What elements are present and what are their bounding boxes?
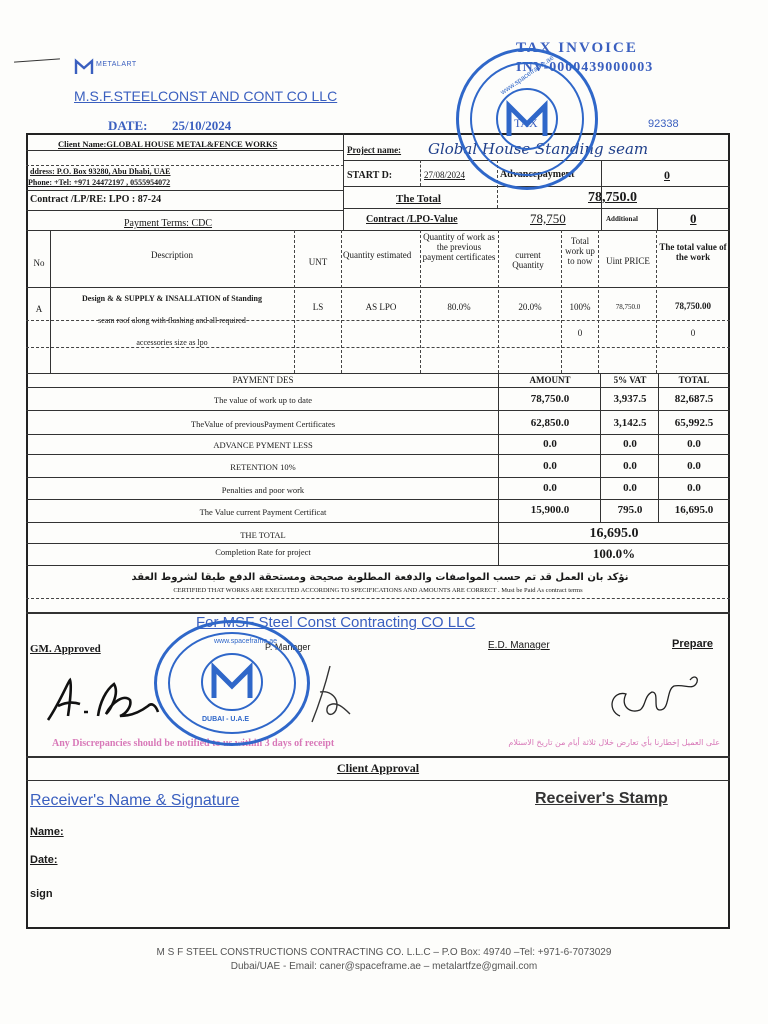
pay-row-4-total: 0.0 xyxy=(687,460,701,472)
company-stamp-bottom xyxy=(154,620,310,746)
row-a-no: A xyxy=(35,304,43,314)
contract-ref: Contract /LP/RE: LPO : 87-24 xyxy=(30,194,162,205)
date-label-receiver: Date: xyxy=(30,854,58,866)
row-a-qty-estimated: AS LPO xyxy=(365,302,397,312)
pay-row-2-total: 65,992.5 xyxy=(674,417,714,429)
pay-row-4-label: RETENTION 10% xyxy=(230,462,296,472)
invoice-number: INV-0000439000003 xyxy=(516,60,654,75)
gm-signature xyxy=(40,672,170,732)
the-total-label: THE TOTAL xyxy=(240,530,286,540)
discrepancy-english: Any Discrepancies should be notified to us within 3 days of receipt xyxy=(52,738,335,749)
advance-value: 0 xyxy=(664,168,670,182)
col-current-qty: current Quantity xyxy=(512,250,544,270)
completion-value: 100.0% xyxy=(592,546,636,561)
col-vat: 5% VAT xyxy=(613,375,647,385)
english-certification: CERTIFIED THAT WORKS ARE EXECUTED ACCORDING TO SPECIFICATIONS AND AMOUNTS ARE CORRECT . Must be Paid As contract terms xyxy=(173,587,583,594)
pay-row-5-total: 0.0 xyxy=(687,482,701,494)
start-label: START D: xyxy=(347,170,393,181)
completion-label: Completion Rate for project xyxy=(215,547,311,557)
date-value: 25/10/2024 xyxy=(172,118,232,133)
pay-row-2-vat: 3,142.5 xyxy=(613,417,647,429)
stamp-website-2: www.spaceframe.ae xyxy=(214,638,278,645)
col-unit: UNT xyxy=(308,257,328,267)
contract-value-label: Contract /LPO-Value xyxy=(366,214,458,225)
pay-row-6-label: The Value current Payment Certificat xyxy=(199,507,327,517)
company-logo xyxy=(74,54,144,78)
pay-row-1-vat: 3,937.5 xyxy=(613,393,647,405)
stamp-logo-icon xyxy=(456,48,598,190)
pay-row-1-label: The value of work up to date xyxy=(213,395,313,405)
col-unit-price: Uint PRICE xyxy=(606,256,650,266)
pay-row-3-label: ADVANCE PYMENT LESS xyxy=(213,440,313,450)
pay-row-2-label: TheValue of previousPayment Certificates xyxy=(190,419,336,429)
client-approval-title: Client Approval xyxy=(336,761,420,775)
extra-row-total-work: 0 xyxy=(577,328,583,338)
invoice-title: TAX INVOICE xyxy=(516,40,638,56)
logo-icon xyxy=(74,56,94,76)
row-a-total-value: 78,750.00 xyxy=(675,301,711,311)
start-value: 27/08/2024 xyxy=(424,170,466,180)
row-a-current-qty: 20.0% xyxy=(518,302,542,312)
total-value: 78,750.0 xyxy=(588,190,637,205)
gm-approved-label: GM. Approved xyxy=(30,643,101,655)
extra-row-total-value: 0 xyxy=(690,328,696,338)
date-label: DATE: xyxy=(108,118,148,133)
footer-line-2: Dubai/UAE - Email: caner@spaceframe.ae – metalartfze@gmail.com xyxy=(230,961,538,972)
col-total-work: Total work up to now xyxy=(565,236,595,266)
stamp-website: www.spaceframe.ae xyxy=(499,54,556,97)
discrepancy-arabic: على العميل إخطارنا بأي تعارض خلال ثلاثة أيام من تاريخ الاستلام xyxy=(508,738,720,747)
row-a-total-work: 100% xyxy=(569,302,591,312)
pay-row-6-amount: 15,900.0 xyxy=(530,504,570,516)
footer-line-1: M S F STEEL CONSTRUCTIONS CONTRACTING CO. L.L.C – P.O Box: 49740 –Tel: +971-6-7073029 xyxy=(156,947,612,958)
the-total-value: 16,695.0 xyxy=(589,526,639,541)
pay-row-3-vat: 0.0 xyxy=(623,438,637,450)
client-name: Client Name:GLOBAL HOUSE METAL&FENCE WORKS xyxy=(58,139,278,149)
pay-row-4-vat: 0.0 xyxy=(623,460,637,472)
sign-label: sign xyxy=(30,888,53,900)
row-a-qty-previous: 80.0% xyxy=(447,302,471,312)
row-a-desc-2: seam roof along with flashing and all required xyxy=(98,316,246,325)
arabic-certification: نؤكد بان العمل قد تم حسب المواصفات والدفعة المطلوبة صحيحة ومستحقة الدفع طبقا لشروط العقد xyxy=(131,572,629,583)
advance-label: Advancepayment xyxy=(500,169,575,180)
pay-row-1-amount: 78,750.0 xyxy=(530,393,570,405)
pay-row-5-label: Penalties and poor work xyxy=(221,485,305,495)
col-description: Description xyxy=(151,250,193,260)
tax-label: TAX xyxy=(514,116,538,130)
pay-row-4-amount: 0.0 xyxy=(543,460,557,472)
receiver-name-signature: Receiver's Name & Signature xyxy=(30,792,240,809)
stamp-city: DUBAI - U.A.E xyxy=(202,716,250,723)
prepare-label: Prepare xyxy=(672,638,713,650)
col-total: TOTAL xyxy=(678,375,710,385)
pay-row-1-total: 82,687.5 xyxy=(674,393,714,405)
additional-value: 0 xyxy=(690,211,697,226)
pay-row-2-amount: 62,850.0 xyxy=(530,417,570,429)
row-a-desc-3: accessories size as lpo xyxy=(136,338,208,347)
row-a-desc-1: Design & & SUPPLY & INSALLATION of Standing xyxy=(82,294,262,303)
contract-value: 78,750 xyxy=(530,211,566,226)
trn-number: 92338 xyxy=(648,118,679,130)
project-name-value: Global House Standing seam xyxy=(428,140,649,158)
pay-row-3-amount: 0.0 xyxy=(543,438,557,450)
payment-terms: Payment Terms: CDC xyxy=(124,218,213,229)
client-phone: Phone: +Tel: +971 24472197 , 0555954072 xyxy=(28,178,171,187)
ed-manager-label: E.D. Manager xyxy=(488,640,550,651)
pay-row-6-total: 16,695.0 xyxy=(674,504,714,516)
receiver-stamp: Receiver's Stamp xyxy=(535,790,668,807)
company-stamp-top xyxy=(456,48,598,190)
total-label: The Total xyxy=(396,193,441,205)
stray-mark xyxy=(14,58,60,62)
logo-text: METALART xyxy=(96,61,137,68)
client-address: ddress: P.O. Box 93280, Abu Dhabi, UAE xyxy=(30,167,171,176)
row-a-unit-price: 78,750.0 xyxy=(615,303,641,311)
company-name: M.S.F.STEELCONST AND CONT CO LLC xyxy=(74,88,338,104)
col-qty-previous: Quantity of work as the previous payment certificates xyxy=(422,232,496,262)
pay-row-5-vat: 0.0 xyxy=(623,482,637,494)
project-name-label: Project name: xyxy=(347,145,402,155)
additional-label: Additional xyxy=(606,215,638,223)
col-no: No xyxy=(33,258,45,268)
col-total-value: The total value of the work xyxy=(659,242,727,262)
pay-row-3-total: 0.0 xyxy=(687,438,701,450)
payment-title: PAYMENT DES xyxy=(232,375,294,385)
for-company-label: For MSF Steel Const Contracting CO LLC xyxy=(196,614,476,631)
col-qty-estimated: Quantity estimated xyxy=(343,250,412,260)
name-label: Name: xyxy=(30,826,64,838)
pay-row-6-vat: 795.0 xyxy=(617,504,643,516)
preparer-signature xyxy=(600,670,710,730)
pay-row-5-amount: 0.0 xyxy=(543,482,557,494)
col-amount: AMOUNT xyxy=(529,375,571,385)
p-manager-label: P. Manager xyxy=(265,642,311,652)
row-a-unit: LS xyxy=(312,302,324,312)
